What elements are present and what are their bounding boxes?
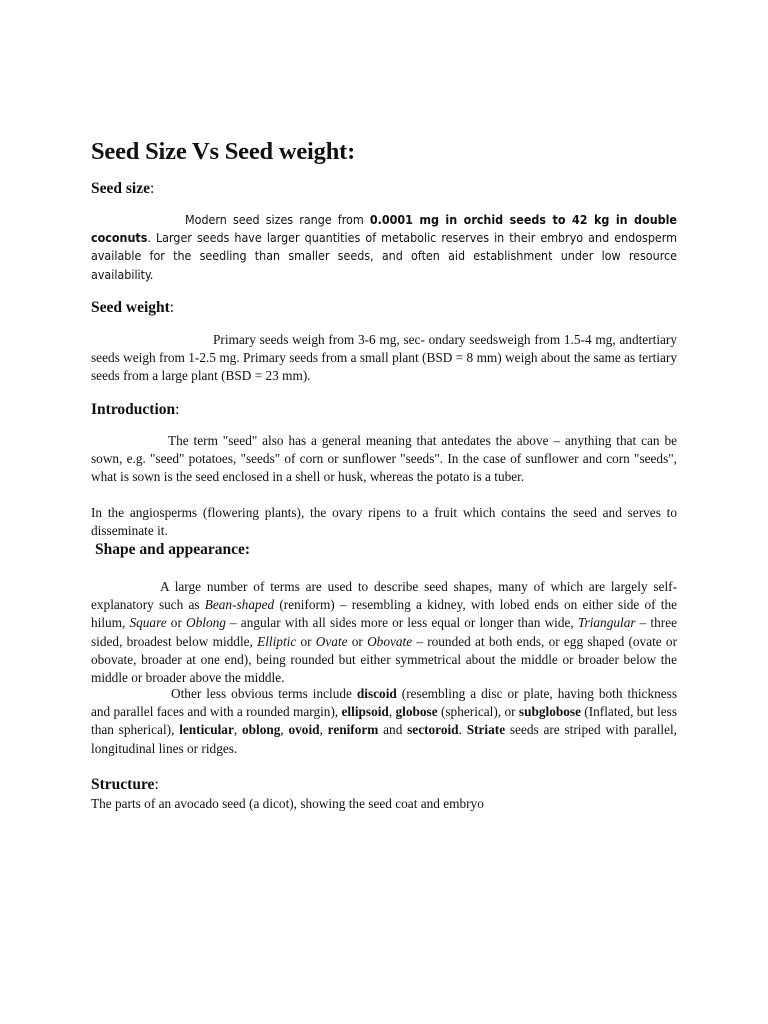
shape-text-1e: – rounded at both ends, or egg shaped (ovate or obovate, broader at one end), being rounded but either symmetrical about the middle or broader below the middle or broader above the middle. [91, 633, 677, 686]
shape-text-1a: A large number of terms are used to describe seed shapes, many of which are largely self-explanatory such as [91, 579, 677, 613]
term-bean-shaped: Bean-shaped [204, 597, 275, 613]
term-square: Square [129, 615, 167, 631]
term-subglobose: subglobose [518, 704, 581, 720]
shape-comma-4: , [319, 722, 328, 738]
term-striate: Striate [466, 722, 506, 738]
seed-size-paragraph [91, 211, 677, 284]
seed-size-bold-range: 0.0001 mg in orchid seeds to 42 kg in double coconuts [91, 212, 677, 246]
introduction-heading [91, 401, 179, 419]
introduction-paragraph-1 [91, 432, 677, 487]
seed-weight-heading [91, 299, 174, 317]
term-ellipsoid: ellipsoid [341, 704, 389, 720]
shape-comma-2: , [233, 722, 242, 738]
shape-or-3: or [347, 633, 368, 649]
seed-size-heading-text: Seed size [91, 180, 150, 197]
shape-text-2d: (Inflated, but less than spherical), [91, 704, 678, 738]
seed-weight-paragraph [91, 331, 677, 386]
introduction-text-1: The term "seed" also has a general meaning that antedates the above – anything that can be sown, e.g. "seed" potatoes, "seeds" of corn or sunflower "seeds". In the case of sunflower and corn "seeds", what is sown is the seed enclosed in a shell or husk, whereas the potato is a tuber. [91, 433, 677, 485]
shape-dot: . [458, 722, 467, 738]
seed-weight-heading-colon: : [169, 299, 175, 316]
shape-paragraph-1 [91, 578, 677, 687]
term-lenticular: lenticular [179, 722, 234, 738]
shape-text-2c: (spherical), or [437, 704, 519, 720]
term-globose: globose [395, 704, 438, 720]
structure-heading-colon: : [154, 776, 159, 793]
structure-paragraph: The parts of an avocado seed (a dicot), showing the seed coat and embryo [91, 796, 484, 811]
seed-size-heading-colon: : [149, 180, 155, 197]
seed-size-text-1: Modern seed sizes range from [185, 212, 370, 227]
shape-text-2e: seeds are striped with parallel, longitudinal lines or ridges. [91, 722, 678, 756]
shape-text-1b: (reniform) – resembling a kidney, with lobed ends on either side of the hilum, [91, 597, 678, 631]
seed-weight-heading-text: Seed weight [91, 299, 170, 316]
term-triangular: Triangular [577, 615, 636, 631]
seed-size-heading [91, 180, 154, 198]
shape-text-2b: (resembling a disc or plate, having both thickness and parallel faces and with a rounded margin), [91, 686, 677, 720]
term-oblong: Oblong [186, 615, 226, 631]
shape-comma-3: , [280, 722, 289, 738]
term-obovate: Obovate [367, 633, 413, 649]
seed-weight-text: Primary seeds weigh from 3-6 mg, sec- ondary seedsweigh from 1.5-4 mg, andtertiary seeds weigh from 1-2.5 mg. Primary seeds from a small plant (BSD = 8 mm) weigh about the same as tertiary seeds from a large plant (BSD = 23 mm). [91, 332, 677, 384]
shape-text-2a: Other less obvious terms include [171, 686, 357, 701]
structure-heading [91, 776, 159, 794]
term-discoid: discoid [356, 686, 397, 701]
introduction-heading-text: Introduction [91, 401, 176, 418]
term-sectoroid: sectoroid [407, 722, 459, 738]
shape-paragraph-2 [91, 685, 677, 758]
shape-comma-1: , [388, 704, 396, 720]
term-oblong-bold: oblong [241, 722, 281, 738]
structure-heading-text: Structure [91, 776, 155, 793]
introduction-text-2: In the angiosperms (flowering plants), the ovary ripens to a fruit which contains the seed and serves to disseminate it. [91, 505, 677, 539]
shape-text-1c: – angular with all sides more or less equal or longer than wide, [225, 615, 578, 631]
term-elliptic: Elliptic [257, 633, 297, 649]
page-title: Seed Size Vs Seed weight: [91, 138, 356, 165]
shape-or-2: or [296, 633, 316, 649]
shape-text-1d: – three sided, broadest below middle, [91, 615, 677, 649]
introduction-heading-colon: : [175, 401, 180, 418]
seed-size-text-2: . Larger seeds have larger quantities of metabolic reserves in their embryo and endosperm available for the seedling than smaller seeds, and often aid establishment under low resource availability. [91, 230, 677, 282]
term-ovoid: ovoid [288, 722, 320, 738]
term-ovate: Ovate [315, 633, 348, 649]
shape-and: and [378, 722, 408, 738]
shape-or-1: or [166, 615, 186, 631]
term-reniform: reniform [327, 722, 379, 738]
introduction-paragraph-2 [91, 504, 677, 540]
shape-heading: Shape and appearance: [95, 541, 251, 558]
